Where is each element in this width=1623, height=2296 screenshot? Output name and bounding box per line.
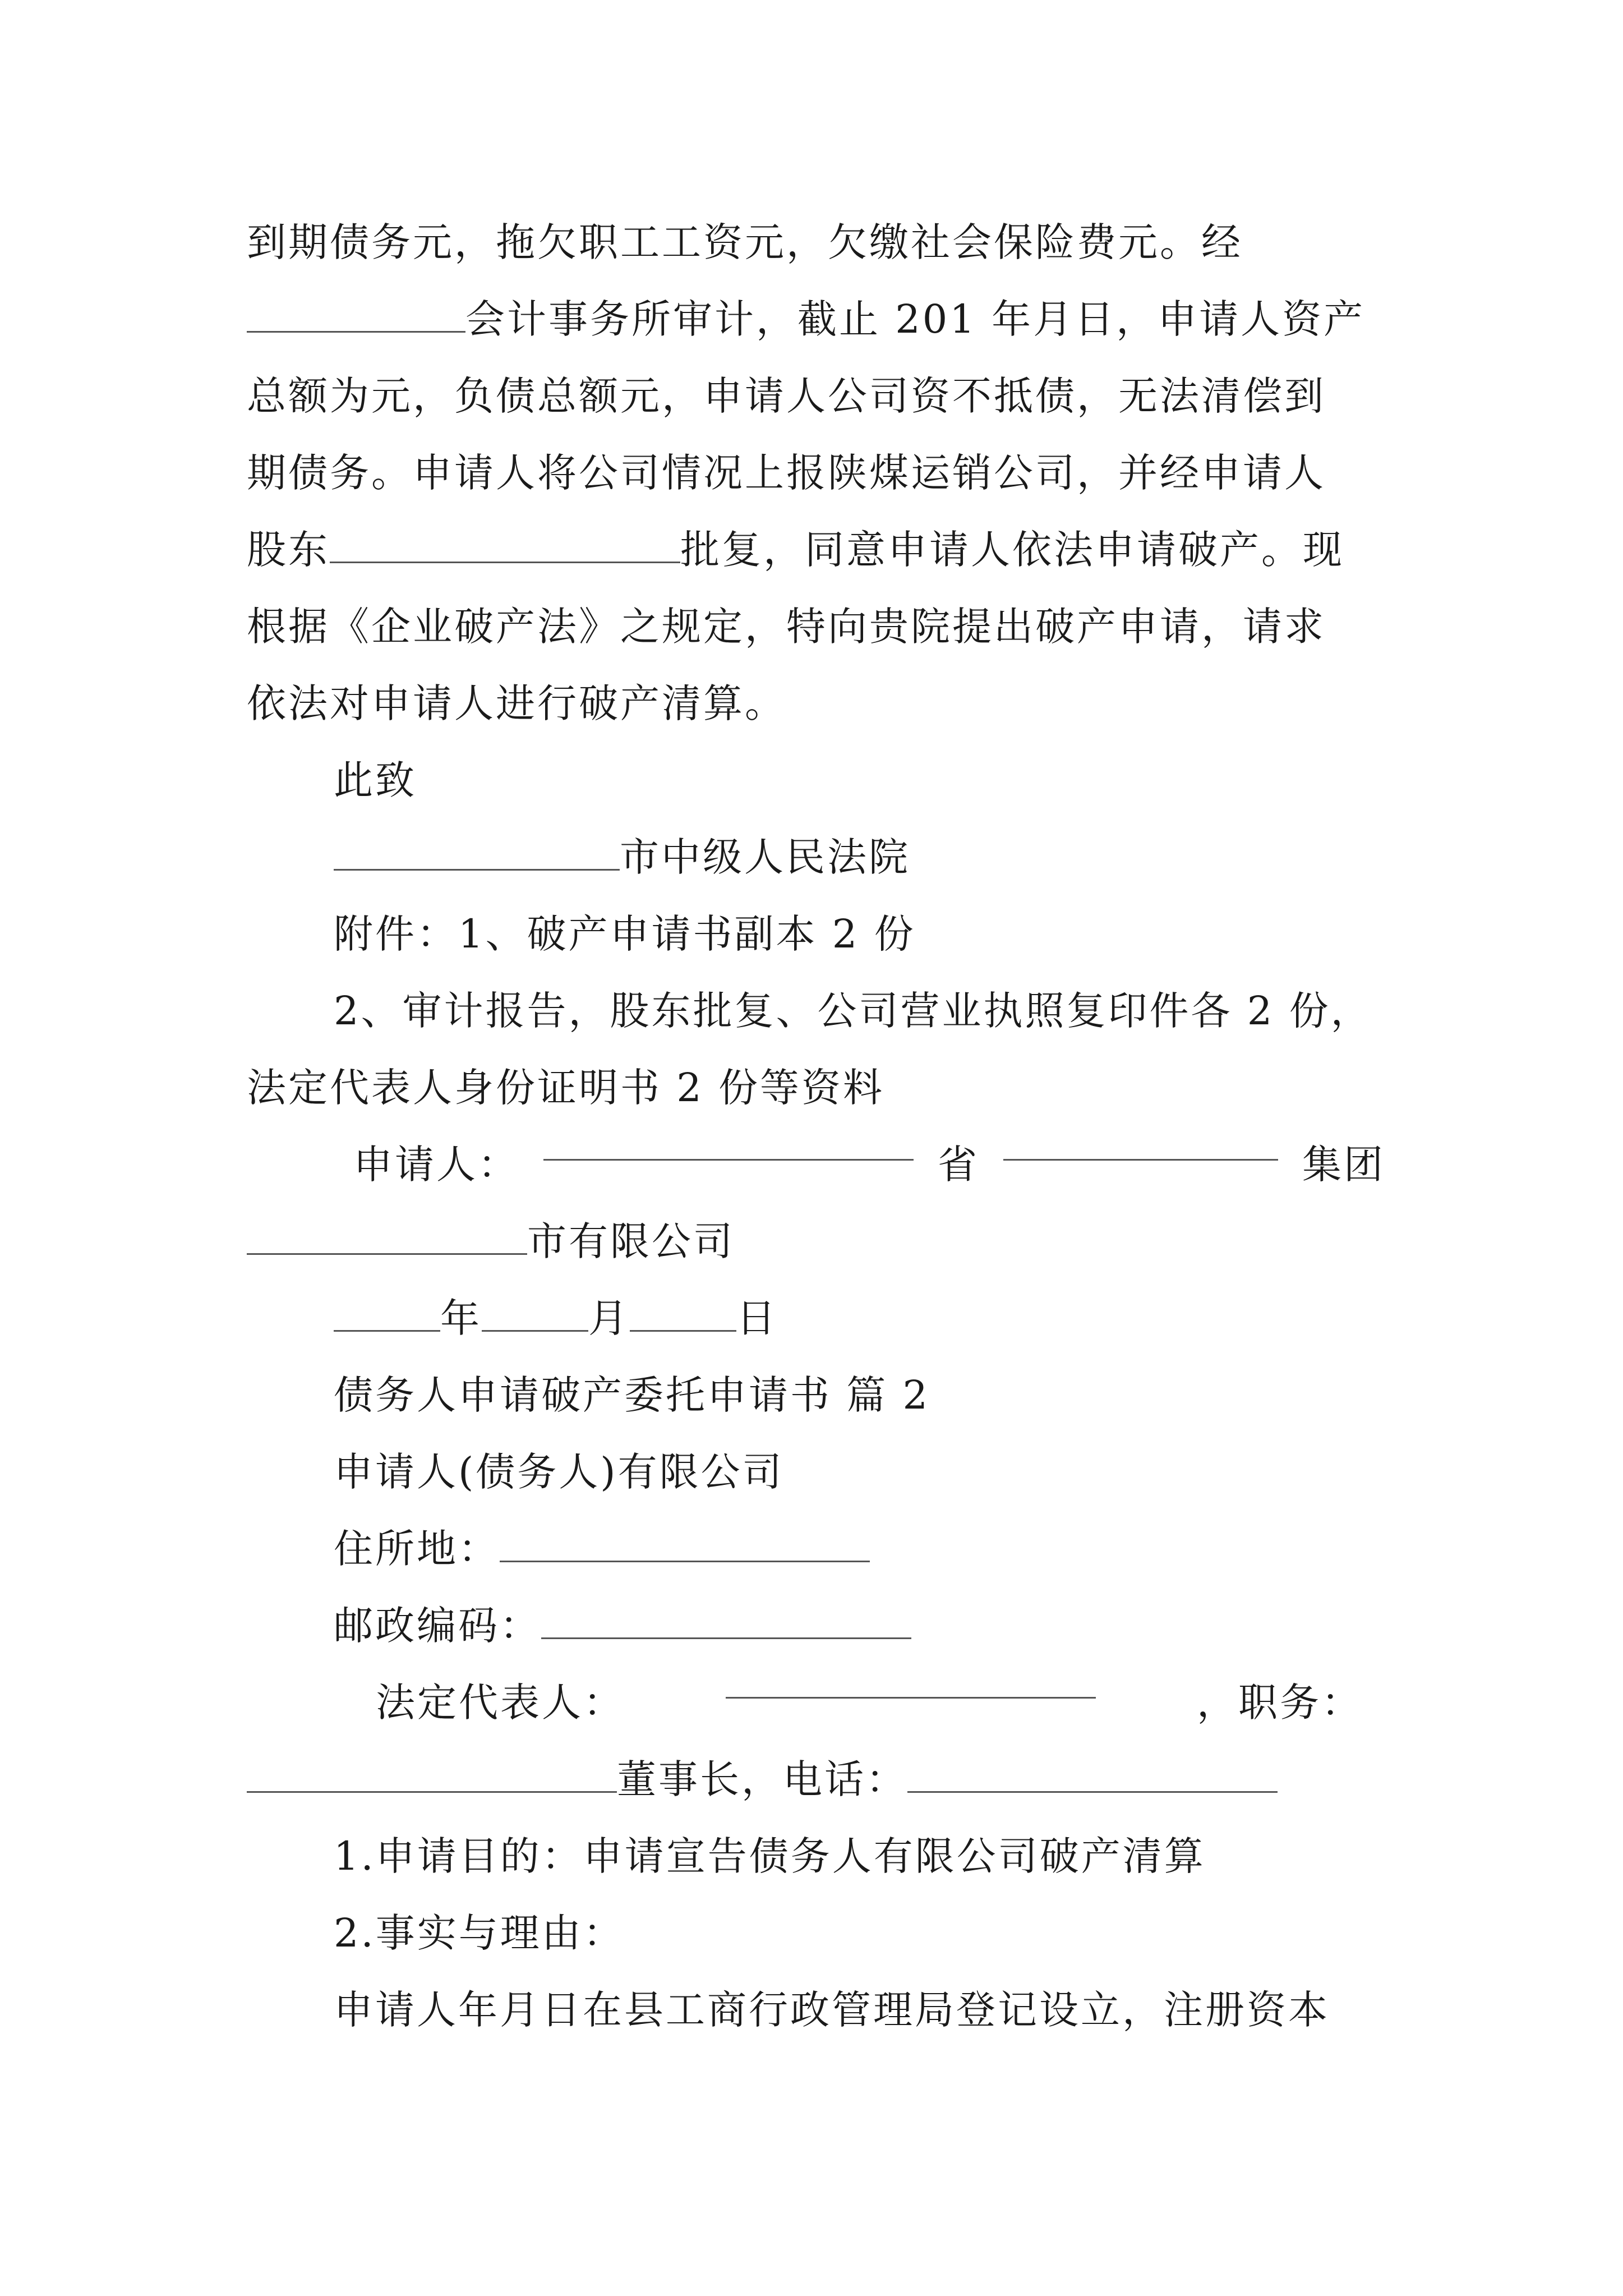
text-line: 依法对申请人进行破产清算。 — [247, 680, 786, 726]
text-line: 总额为元，负债总额元，申请人公司资不抵债，无法清偿到 — [247, 373, 1326, 419]
representative-line: 法定代表人： ，职务： — [376, 1664, 1363, 1741]
fill-blank — [482, 1297, 588, 1332]
fill-blank — [543, 1126, 914, 1161]
address-line: 住所地： — [334, 1511, 1385, 1588]
fill-blank — [334, 836, 620, 871]
text-line: 法定代表人身份证明书 2 份等资料 — [247, 1065, 885, 1111]
fill-blank — [500, 1528, 870, 1562]
fill-blank — [247, 298, 465, 333]
fill-blank — [541, 1605, 911, 1639]
numbered-item: 2.事实与理由： — [334, 1910, 625, 1956]
attachment-line: 附件：1、破产申请书副本 2 份 — [334, 911, 916, 957]
fill-blank — [334, 1297, 440, 1332]
postcode-line: 邮政编码： — [334, 1588, 1385, 1664]
fill-blank — [330, 529, 680, 563]
text-line: 申请人年月日在县工商行政管理局登记设立，注册资本 — [334, 1987, 1330, 2033]
text-line: 期债务。申请人将公司情况上报陕煤运销公司，并经申请人 — [247, 450, 1326, 496]
fill-blank — [726, 1664, 1096, 1699]
text-line: 市有限公司 — [247, 1203, 1385, 1280]
text-line: 董事长，电话： — [247, 1741, 1385, 1818]
fill-blank — [907, 1759, 1278, 1793]
fill-blank — [630, 1297, 736, 1332]
fill-blank — [247, 1221, 527, 1255]
addressee-line: 市中级人民法院 — [334, 819, 1385, 896]
text-line: 到期债务元，拖欠职工工资元，欠缴社会保险费元。经 — [247, 219, 1243, 265]
attachment-line: 2、审计报告，股东批复、公司营业执照复印件各 2 份， — [334, 988, 1372, 1034]
section-heading: 债务人申请破产委托申请书 篇 2 — [334, 1372, 930, 1418]
numbered-item: 1.申请目的：申请宣告债务人有限公司破产清算 — [334, 1833, 1206, 1879]
date-line: 年 月 日 — [334, 1280, 1385, 1357]
text-line: 根据《企业破产法》之规定，特向贵院提出破产申请，请求 — [247, 604, 1326, 650]
text-line: 股东 批复，同意申请人依法申请破产。现 — [247, 527, 1344, 573]
text-line: 会计事务所审计，截止 201 年月日，申请人资产 — [247, 281, 1385, 358]
fill-blank — [247, 1759, 617, 1793]
text-line: 申请人(债务人)有限公司 — [334, 1449, 784, 1495]
salutation: 此致 — [334, 757, 417, 803]
fill-blank — [1003, 1126, 1278, 1161]
applicant-line: 申请人： 省 集团 — [353, 1126, 1385, 1203]
